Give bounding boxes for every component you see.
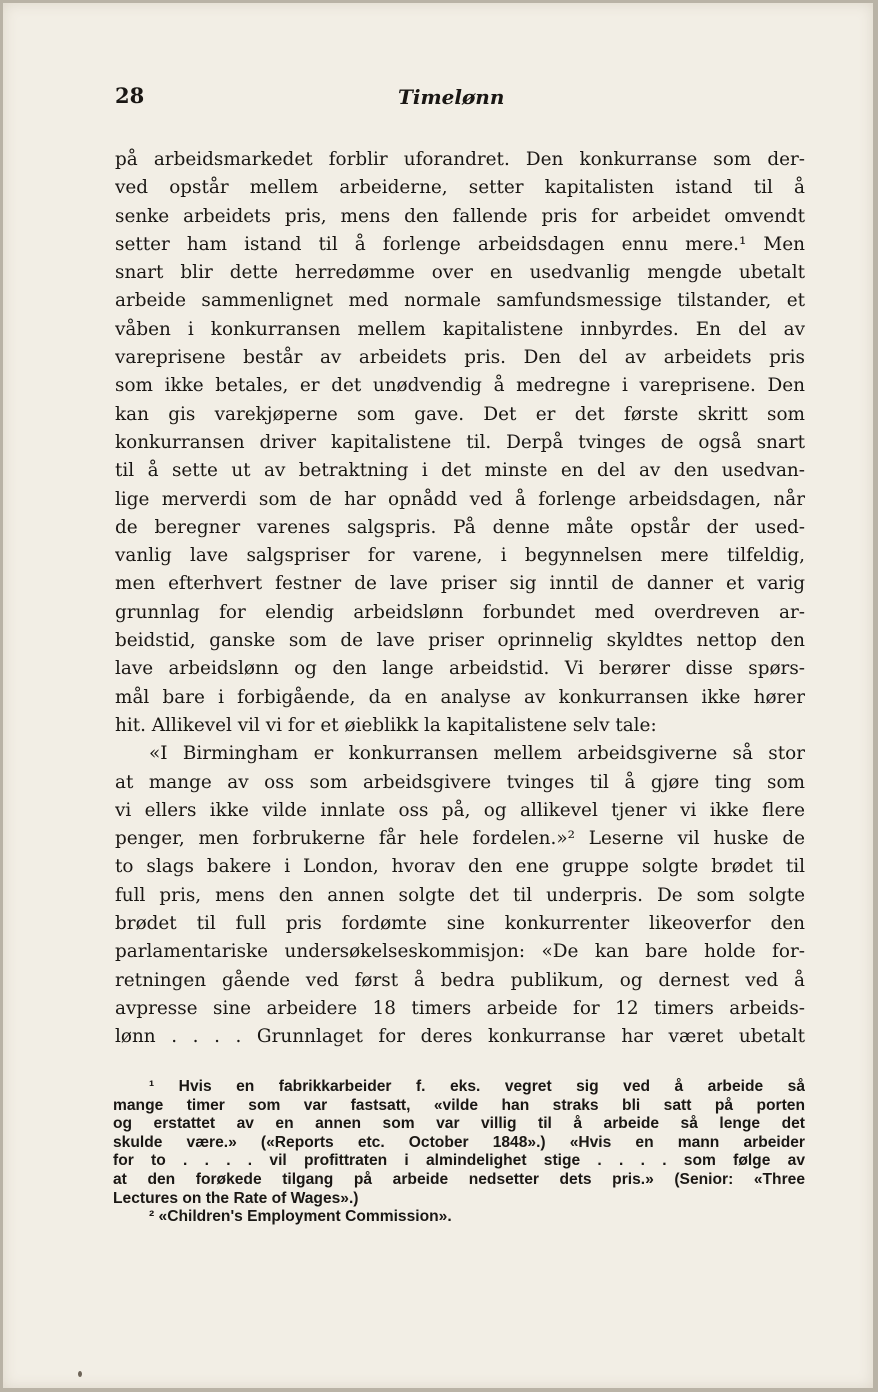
text-line: på arbeidsmarkedet forblir uforandret. Den konkurranse som der- [115, 149, 805, 170]
text-line: penger, men forbrukerne får hele fordelen.»² Leserne vil huske de [115, 828, 805, 850]
text-line: men efterhvert festner de lave priser sig inntil de danner et varig [115, 573, 805, 595]
footnote-line: skulde være.» («Reports etc. October 1848».) «Hvis en mann arbeider [113, 1133, 805, 1151]
text-line: lige merverdi som de har opnådd ved å forlenge arbeidsdagen, når [115, 488, 805, 510]
footnote-line: Lectures on the Rate of Wages».) [113, 1189, 359, 1207]
book-page [3, 3, 873, 1388]
text-line: til å sette ut av betraktning i det minste en del av den usedvan- [115, 460, 805, 482]
text-line: kan gis varekjøperne som gave. Det er det første skritt som [115, 403, 805, 425]
text-line: full pris, mens den annen solgte det til underpris. De som solgte [115, 884, 805, 906]
text-line: brødet til full pris fordømte sine konkurrenter likeoverfor den [115, 913, 805, 935]
ink-speck [78, 1371, 82, 1377]
text-line: hit. Allikevel vil vi for et øieblikk la kapitalistene selv tale: [115, 714, 657, 736]
text-line: vi ellers ikke vilde innlate oss på, og allikevel tjener vi ikke flere [115, 799, 805, 821]
text-line: at mange av oss som arbeidsgivere tvinges til å gjøre ting som [115, 771, 805, 793]
text-line: parlamentariske undersøkelseskommisjon: «De kan bare holde for- [115, 941, 805, 963]
text-line: arbeide sammenlignet med normale samfundsmessige tilstander, et [115, 290, 805, 312]
text-line: som ikke betales, er det unødvendig å medregne i vareprisene. Den [115, 375, 805, 397]
footnote-line: at den forøkede tilgang på arbeide nedsetter dets pris.» (Senior: «Three [113, 1170, 805, 1188]
footnote-line: ² «Children's Employment Commission». [149, 1208, 452, 1226]
text-line: vareprisene består av arbeidets pris. Den del av arbeidets pris [115, 347, 805, 369]
text-line: våben i konkurransen mellem kapitalistene innbyrdes. En del av [115, 318, 805, 340]
text-line: senke arbeidets pris, mens den fallende pris for arbeidet omvendt [115, 205, 805, 227]
text-line: «I Birmingham er konkurransen mellem arbeidsgiverne så stor [149, 743, 805, 765]
text-line: avpresse sine arbeidere 18 timers arbeide for 12 timers arbeids- [115, 997, 805, 1019]
text-line: lave arbeidslønn og den lange arbeidstid. Vi berører disse spørs- [115, 658, 805, 680]
text-line: mål bare i forbigående, da en analyse av konkurransen ikke hører [115, 686, 805, 708]
footnote-line: for to . . . . vil profittraten i almindelighet stige . . . . som følge av [113, 1152, 805, 1170]
text-line: vanlig lave salgspriser for varene, i begynnelsen mere tilfeldig, [115, 545, 805, 567]
text-line: lønn . . . . Grunnlaget for deres konkurranse har været ubetalt [115, 1026, 805, 1048]
text-line: snart blir dette herredømme over en usedvanlig mengde ubetalt [115, 262, 805, 284]
text-line: to slags bakere i London, hvorav den ene gruppe solgte brødet til [115, 856, 805, 878]
text-line: setter ham istand til å forlenge arbeidsdagen ennu mere.¹ Men [115, 233, 805, 255]
text-line: beidstid, ganske som de lave priser oprinnelig skyldtes nettop den [115, 630, 805, 652]
footnotes [113, 1078, 805, 1227]
page-number: 28 [115, 83, 145, 108]
page-header [3, 81, 873, 117]
footnote-line: og erstattet av en annen som var villig til å arbeide så lenge det [113, 1115, 805, 1133]
text-line: de beregner varenes salgspris. På denne måte opstår der used- [115, 516, 805, 538]
text-line: retningen gående ved først å bedra publikum, og dernest ved å [115, 969, 805, 991]
text-line: ved opstår mellem arbeiderne, setter kapitalisten istand til å [115, 177, 805, 199]
running-title: Timelønn [398, 85, 505, 109]
text-line: grunnlag for elendig arbeidslønn forbundet med overdreven ar- [115, 601, 805, 623]
body-text [115, 146, 805, 1052]
footnote-line: ¹ Hvis en fabrikkarbeider f. eks. vegret sig ved å arbeide så [149, 1078, 805, 1095]
text-line: konkurransen driver kapitalistene til. Derpå tvinges de også snart [115, 431, 805, 453]
footnote-line: mange timer som var fastsatt, «vilde han straks bli satt på porten [113, 1096, 805, 1114]
